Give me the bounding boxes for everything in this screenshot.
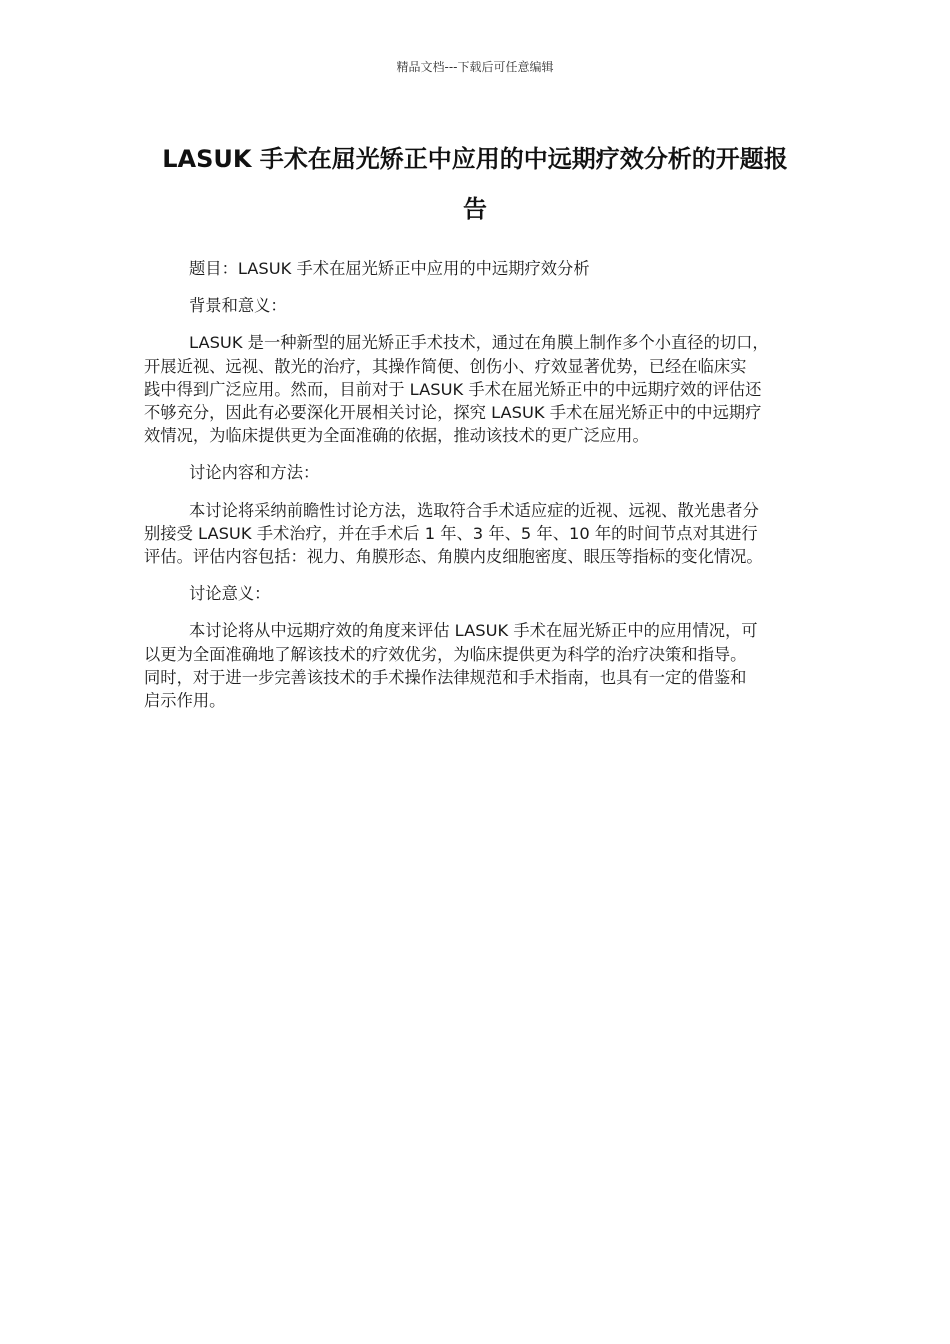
paragraph-line: 启示作用。 xyxy=(144,691,226,711)
paragraph-line: 同时，对于进一步完善该技术的手术操作法律规范和手术指南，也具有一定的借鉴和 xyxy=(144,667,747,687)
title-line-2: 告 xyxy=(463,195,487,223)
methods-paragraph xyxy=(144,499,806,569)
paragraph-line: 不够充分，因此有必要深化开展相关讨论，探究 LASUK 手术在屈光矫正中的中远期疗 xyxy=(144,403,762,423)
significance-paragraph xyxy=(144,619,806,712)
paragraph-line: 别接受 LASUK 手术治疗，并在手术后 1 年、3 年、5 年、10 年的时间节点对其进行 xyxy=(144,523,758,543)
paragraph-line: 效情况，为临床提供更为全面准确的依据，推动该技术的更广泛应用。 xyxy=(144,426,649,446)
methods-heading: 讨论内容和方法： xyxy=(189,463,320,483)
paragraph-line: 以更为全面准确地了解该技术的疗效优劣，为临床提供更为科学的治疗决策和指导。 xyxy=(144,644,747,664)
paragraph-line: 本讨论将采纳前瞻性讨论方法，选取符合手术适应症的近视、远视、散光患者分 xyxy=(189,500,759,520)
background-paragraph xyxy=(144,331,806,447)
paragraph-line: 评估。评估内容包括：视力、角膜形态、角膜内皮细胞密度、眼压等指标的变化情况。 xyxy=(144,547,763,567)
paragraph-line: LASUK 是一种新型的屈光矫正手术技术，通过在角膜上制作多个小直径的切口， xyxy=(189,333,769,353)
paragraph-line: 践中得到广泛应用。然而，目前对于 LASUK 手术在屈光矫正中的中远期疗效的评估还 xyxy=(144,379,762,399)
background-heading: 背景和意义： xyxy=(189,296,287,316)
header-note: 精品文档---下载后可任意编辑 xyxy=(396,60,554,74)
paragraph-line: 开展近视、远视、散光的治疗，其操作简便、创伤小、疗效显著优势，已经在临床实 xyxy=(144,356,747,376)
document-title xyxy=(140,134,810,234)
paragraph-line: 本讨论将从中远期疗效的角度来评估 LASUK 手术在屈光矫正中的应用情况，可 xyxy=(189,621,758,641)
topic-line: 题目：LASUK 手术在屈光矫正中应用的中远期疗效分析 xyxy=(189,259,590,278)
significance-heading: 讨论意义： xyxy=(189,584,271,604)
title-line-1: LASUK 手术在屈光矫正中应用的中远期疗效分析的开题报 xyxy=(162,145,788,173)
document-body xyxy=(144,257,806,712)
